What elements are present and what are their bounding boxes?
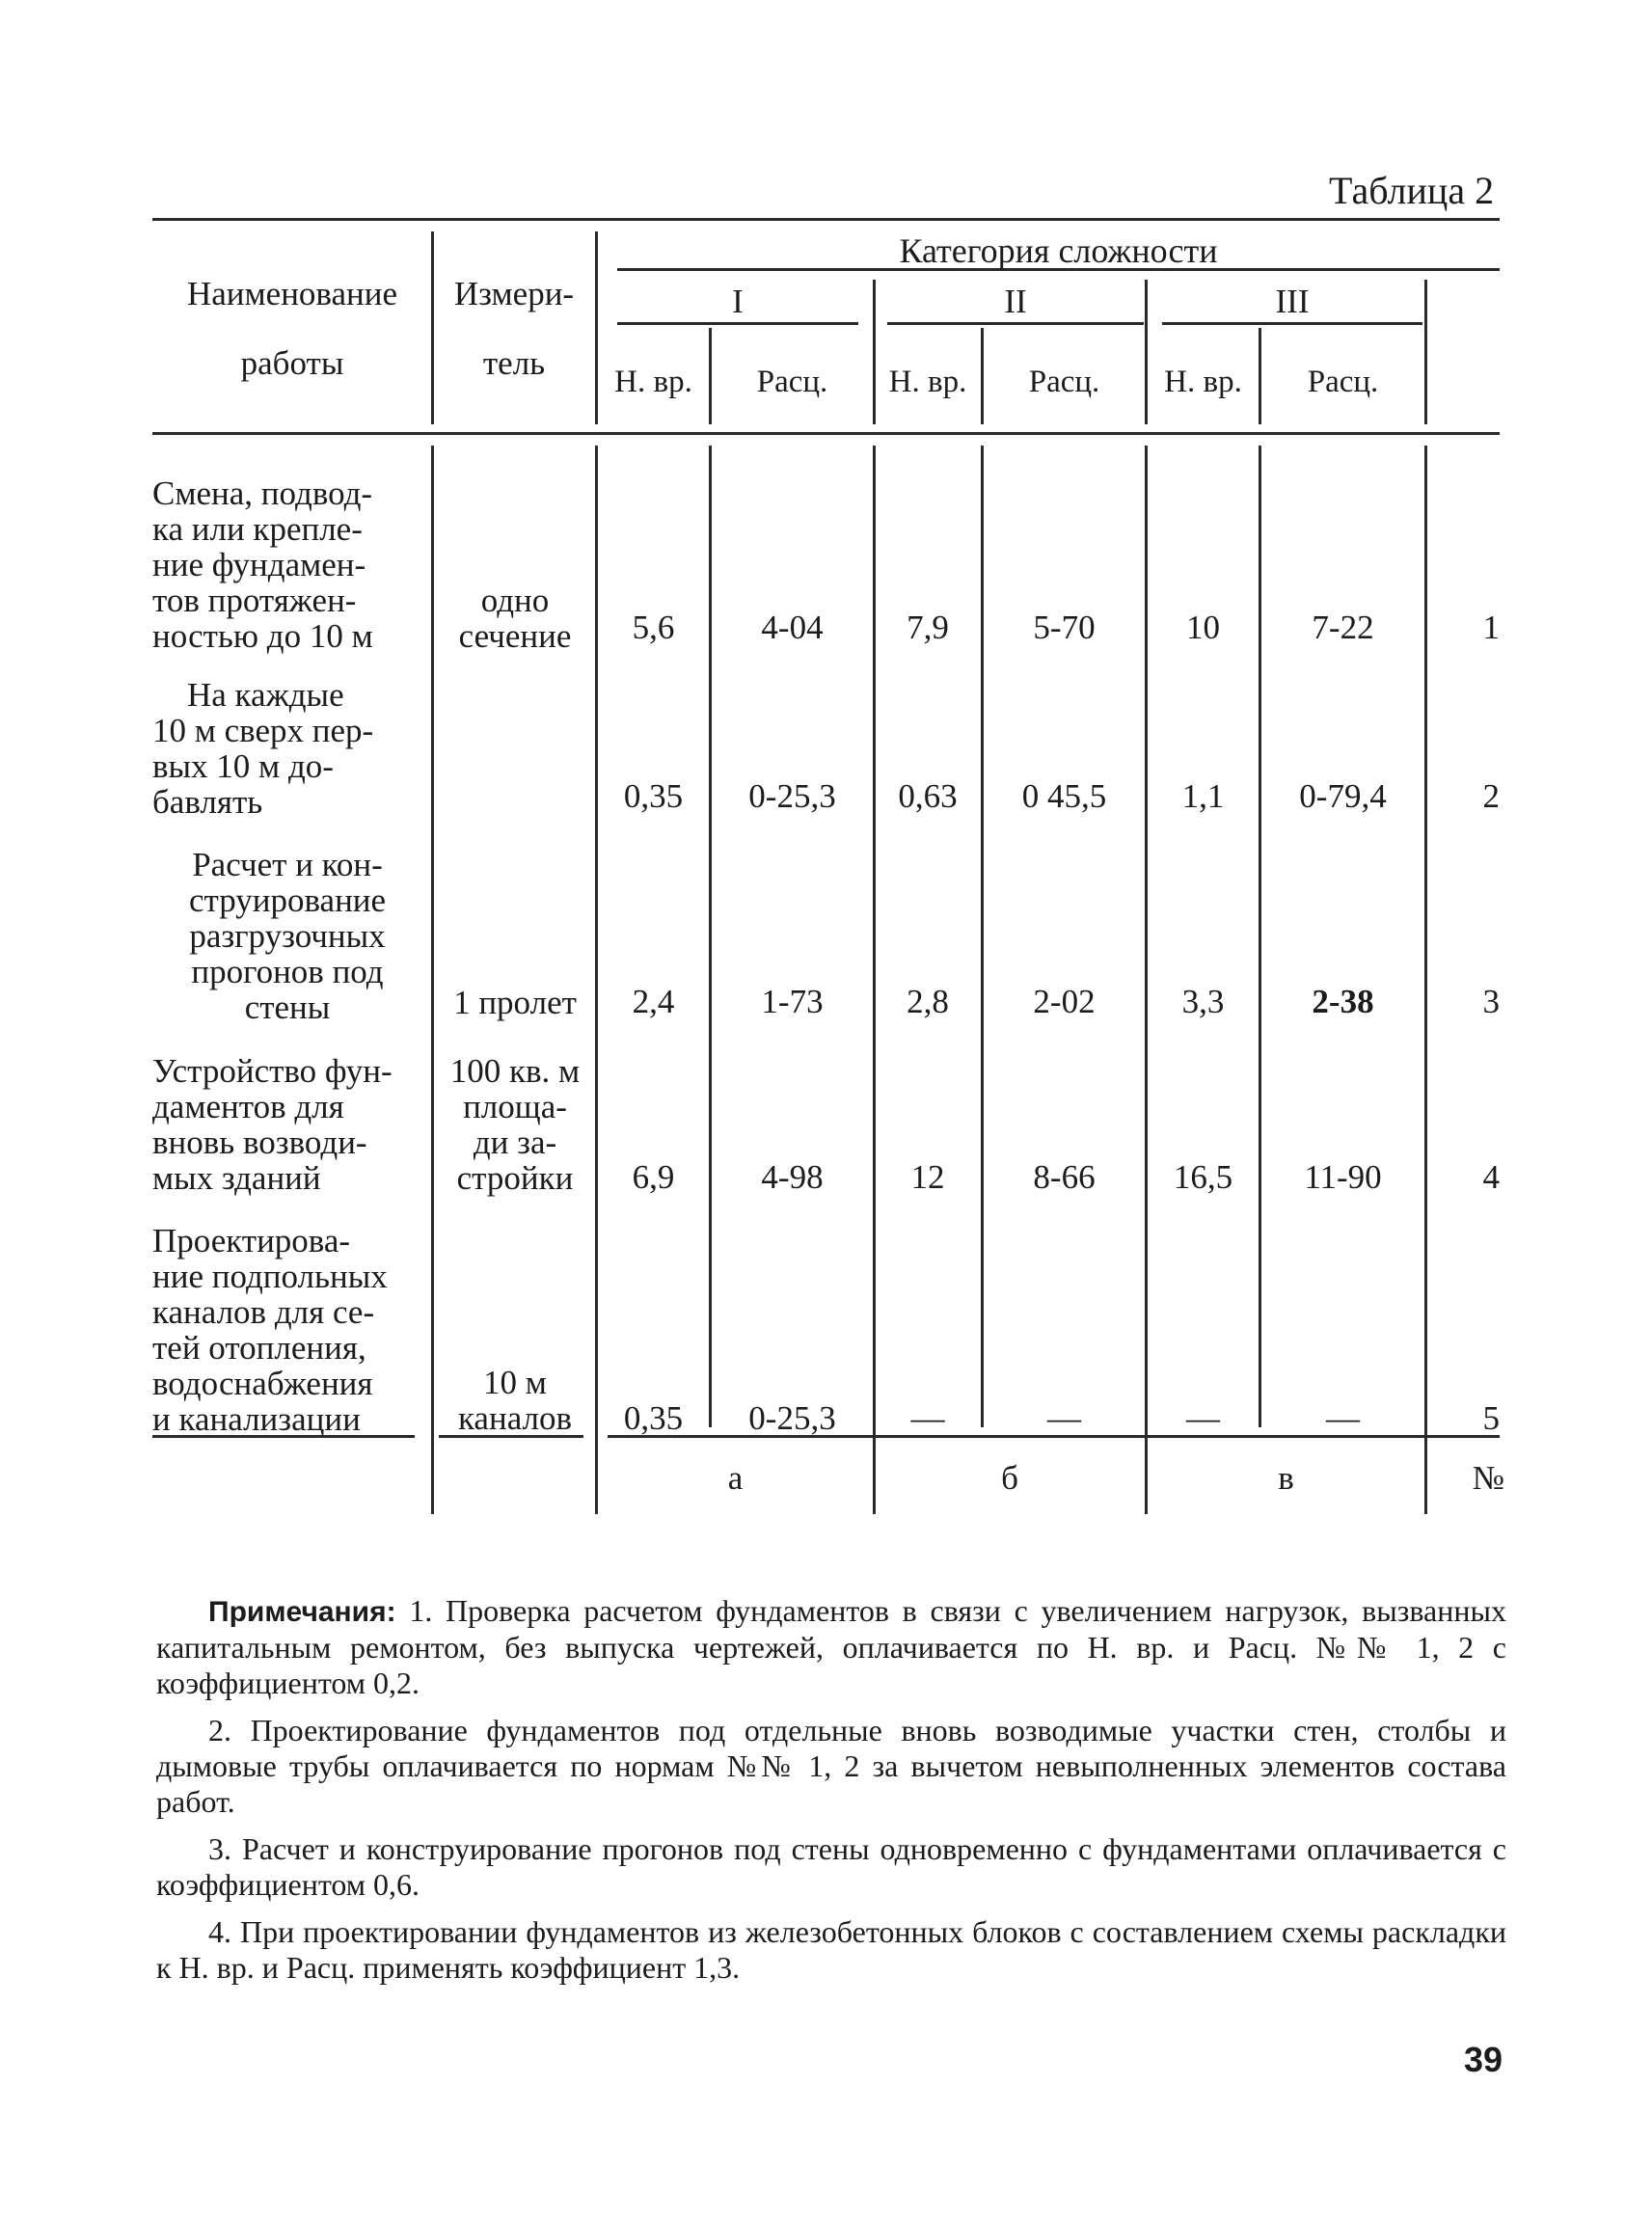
row-5-ii-hvr: — xyxy=(910,1399,945,1437)
row-2-name-line: 10 м сверх пер- xyxy=(152,712,374,749)
footer-label-a: а xyxy=(727,1459,744,1497)
row-5-name xyxy=(152,1223,427,1437)
row-2-name-line: бавлять xyxy=(152,783,263,821)
top-rule xyxy=(152,218,1500,221)
row-4-name-line: Устройство фун- xyxy=(152,1052,393,1090)
row-3-name-line: Расчет и кон- xyxy=(192,846,383,883)
row-2-iii-hvr: 1,1 xyxy=(1181,777,1225,815)
row-4-ii-rasc: 8-66 xyxy=(1033,1158,1096,1196)
row-2-name xyxy=(152,677,422,820)
row-5-unit-line: 10 м xyxy=(483,1364,547,1401)
row-2-i-hvr: 0,35 xyxy=(623,777,684,815)
notes-lead: Примечания: xyxy=(208,1596,396,1628)
row-1-i-hvr: 5,6 xyxy=(632,609,675,646)
row-5-unit xyxy=(434,1365,596,1436)
header-unit-line1: Измери- xyxy=(453,275,575,312)
row-3-name-line: струирование xyxy=(188,881,387,919)
row-3-name-line: стены xyxy=(244,989,331,1026)
row-5-name-line: Проектирова- xyxy=(152,1222,351,1259)
col-sep-num xyxy=(1424,446,1427,1514)
header-unit-line2: тель xyxy=(482,344,546,382)
cat-ii-rule xyxy=(887,322,1144,325)
row-4-iii-hvr: 16,5 xyxy=(1173,1158,1233,1196)
row-1-unit-line: одно xyxy=(480,582,550,619)
row-3-number: 3 xyxy=(1482,983,1500,1020)
row-5-ii-rasc: — xyxy=(1047,1399,1081,1437)
row-3-name xyxy=(152,847,422,1025)
col-sep-iii xyxy=(1259,446,1261,1427)
note-1-text: 1. Проверка расчетом фундаментов в связи с увеличением нагрузок, вызванных капитальным ремонтом, без выпуска чертежей, оплачивается по Н. вр. и Расц. №№ 1, 2 с коэффициентом 0,2. xyxy=(156,1593,1507,1700)
col-sep-num-head xyxy=(1424,280,1427,424)
row-4-unit xyxy=(434,1053,596,1196)
row-1-name-line: Смена, подвод- xyxy=(152,474,373,512)
row-5-number: 5 xyxy=(1482,1399,1500,1437)
col-sep-ii xyxy=(981,446,984,1427)
row-1-iii-hvr: 10 xyxy=(1186,609,1220,646)
row-2-ii-hvr: 0,63 xyxy=(898,777,958,815)
row-5-name-line: ние подпольных xyxy=(152,1258,388,1295)
header-ii-rasc: Расц. xyxy=(1028,365,1100,399)
row-3-name-line: разгрузочных xyxy=(189,917,386,955)
col-sep-i-ii-head xyxy=(873,280,876,424)
row-4-iii-rasc: 11-90 xyxy=(1304,1158,1382,1196)
col-sep-name-head xyxy=(431,231,434,424)
row-5-iii-hvr: — xyxy=(1186,1399,1220,1437)
row-2-number: 2 xyxy=(1482,777,1500,815)
header-cat-iii: III xyxy=(1275,283,1310,320)
row-2-iii-rasc: 0-79,4 xyxy=(1299,777,1387,815)
table-title: Таблица 2 xyxy=(1329,169,1495,212)
note-3: 3. Расчет и конструирование прогонов под стены одновременно с фундаментами оплачивается с коэффициентом 0,6. xyxy=(156,1831,1506,1902)
row-1-name xyxy=(152,475,422,654)
row-3-i-rasc: 1-73 xyxy=(761,983,824,1020)
row-4-name-line: даментов для xyxy=(152,1088,344,1125)
page-number: 39 xyxy=(1464,2040,1503,2079)
row-4-i-hvr: 6,9 xyxy=(632,1158,675,1196)
row-1-name-line: ние фундамен- xyxy=(152,546,366,583)
header-i-hvr: Н. вр. xyxy=(614,365,692,399)
col-sep-i-ii xyxy=(873,446,876,1514)
row-5-name-line: и канализации xyxy=(152,1400,361,1438)
row-1-ii-rasc: 5-70 xyxy=(1033,609,1096,646)
row-3-unit-line: 1 пролет xyxy=(453,984,577,1021)
row-4-unit-line: ди за- xyxy=(473,1124,557,1161)
row-5-iii-rasc: — xyxy=(1326,1399,1360,1437)
row-3-unit xyxy=(434,985,596,1020)
footer-label-v: в xyxy=(1278,1459,1294,1497)
col-sep-i xyxy=(709,446,712,1427)
row-5-name-line: каналов для се- xyxy=(152,1293,375,1331)
row-4-name xyxy=(152,1053,422,1196)
header-name-line1: Наименование xyxy=(186,275,398,312)
row-1-name-line: ностью до 10 м xyxy=(152,617,373,655)
row-3-ii-rasc: 2-02 xyxy=(1033,983,1096,1020)
header-iii-hvr: Н. вр. xyxy=(1164,365,1242,399)
note-1 xyxy=(156,1593,1506,1701)
header-ii-hvr: Н. вр. xyxy=(888,365,967,399)
row-4-name-line: мых зданий xyxy=(152,1159,321,1197)
row-3-ii-hvr: 2,8 xyxy=(907,983,949,1020)
row-1-unit-line: сечение xyxy=(458,617,572,655)
header-category: Категория сложности xyxy=(899,231,1218,270)
footer-label-number: № xyxy=(1472,1459,1504,1497)
row-4-name-line: вновь возводи- xyxy=(152,1124,367,1161)
row-5-name-line: тей отопления, xyxy=(152,1329,366,1367)
row-4-i-rasc: 4-98 xyxy=(761,1158,824,1196)
row-1-number: 1 xyxy=(1482,609,1500,646)
row-2-i-rasc: 0-25,3 xyxy=(748,777,836,815)
row-1-i-rasc: 4-04 xyxy=(761,609,824,646)
col-sep-ii-iii xyxy=(1145,446,1148,1514)
row-1-ii-hvr: 7,9 xyxy=(907,609,949,646)
row-5-i-rasc: 0-25,3 xyxy=(748,1399,836,1437)
note-4: 4. При проектировании фундаментов из железобетонных блоков с составлением схемы раскладки к Н. вр. и Расц. применять коэффициент 1,3. xyxy=(156,1914,1506,1985)
row-1-iii-rasc: 7-22 xyxy=(1312,609,1374,646)
header-bottom-rule xyxy=(152,432,1500,435)
row-1-name-line: ка или крепле- xyxy=(152,510,363,548)
cat-i-rule xyxy=(617,322,858,325)
header-cat-i: I xyxy=(732,283,744,320)
header-i-rasc: Расц. xyxy=(756,365,828,399)
row-5-name-line: водоснабжения xyxy=(152,1365,373,1402)
row-4-unit-line: 100 кв. м xyxy=(449,1052,581,1090)
header-name-line2: работы xyxy=(240,344,344,382)
row-3-iii-hvr: 3,3 xyxy=(1181,983,1225,1020)
row-2-ii-rasc: 0 45,5 xyxy=(1021,777,1107,815)
row-5-unit-line: каналов xyxy=(457,1399,573,1437)
row-4-number: 4 xyxy=(1482,1158,1500,1196)
header-cat-ii: II xyxy=(1004,283,1027,320)
notes xyxy=(156,1593,1506,1997)
row-3-iii-rasc: 2-38 xyxy=(1312,983,1374,1020)
row-3-name-line: прогонов под xyxy=(191,953,384,990)
row-4-unit-line: стройки xyxy=(456,1159,574,1197)
col-sep-ii-iii-head xyxy=(1145,280,1148,424)
header-iii-rasc: Расц. xyxy=(1307,365,1379,399)
row-2-name-line: вых 10 м до- xyxy=(152,747,334,785)
note-2: 2. Проектирование фундаментов под отдельные вновь возводимые участки стен, столбы и дымовые трубы оплачивается по нормам №№ 1, 2 за вычетом невыполненных элементов состава работ. xyxy=(156,1713,1506,1819)
row-2-name-line: На каждые xyxy=(187,676,344,714)
row-3-i-hvr: 2,4 xyxy=(632,983,675,1020)
row-5-i-hvr: 0,35 xyxy=(623,1399,684,1437)
footer-label-b: б xyxy=(1001,1459,1018,1497)
cat-iii-rule xyxy=(1162,322,1422,325)
row-4-ii-hvr: 12 xyxy=(910,1158,945,1196)
row-1-name-line: тов протяжен- xyxy=(152,582,357,619)
row-1-unit xyxy=(434,582,596,654)
row-4-unit-line: площа- xyxy=(463,1088,567,1125)
